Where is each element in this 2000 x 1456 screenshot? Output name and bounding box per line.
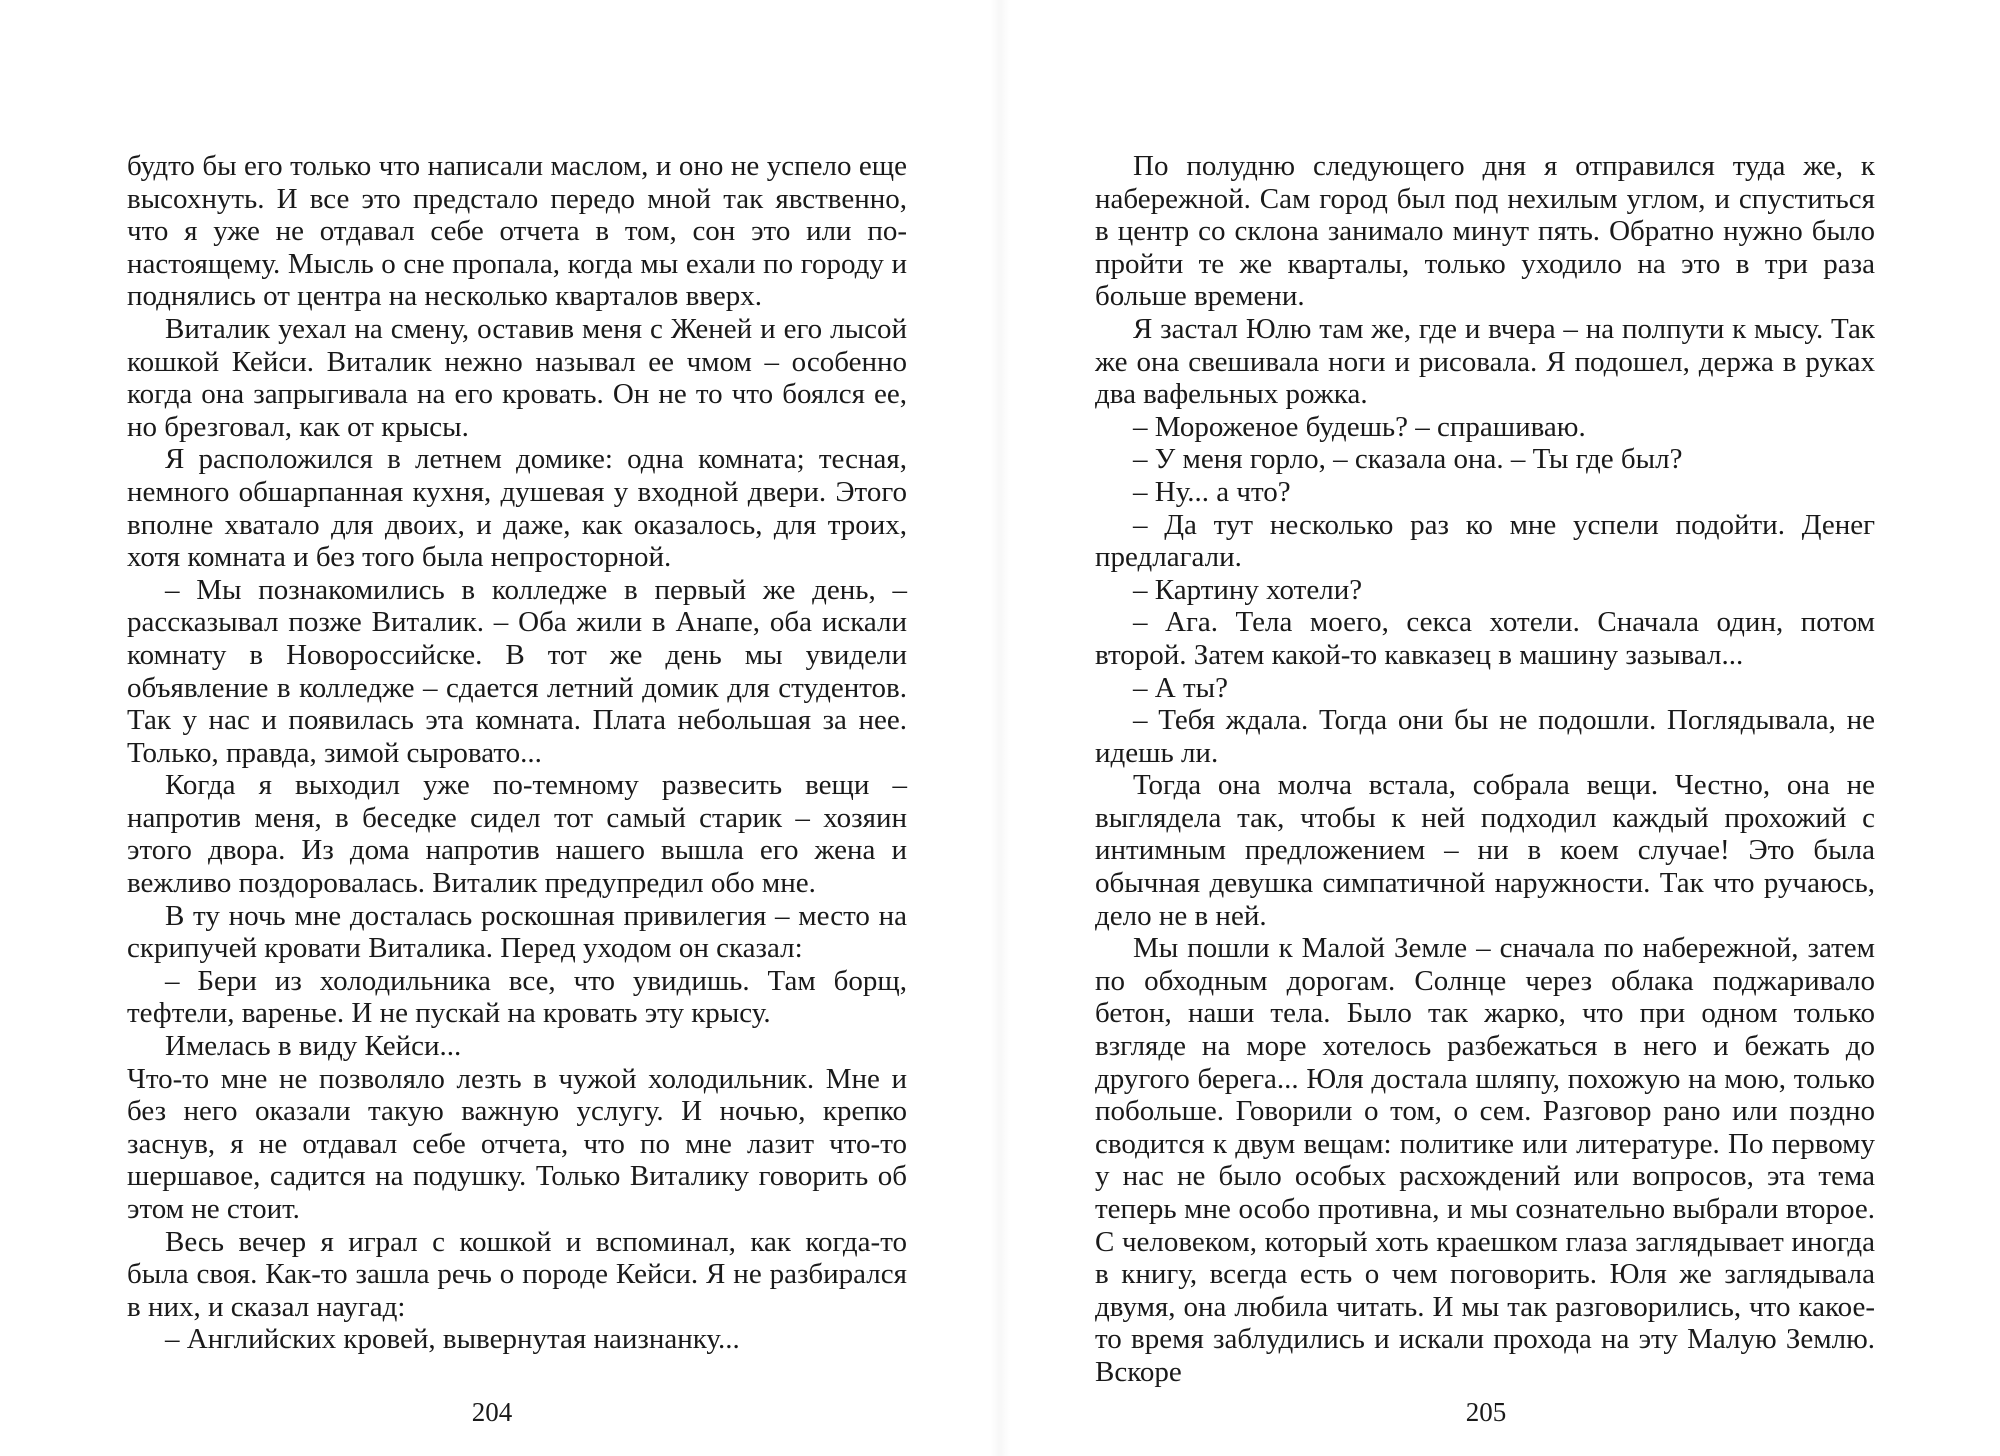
paragraph: – Тебя ждала. Тогда они бы не подошли. Поглядывала, не идешь ли. — [1095, 704, 1875, 769]
paragraph: – У меня горло, – сказала она. – Ты где был? — [1133, 443, 1683, 476]
paragraph: – Мороженое будешь? – спрашиваю. — [1133, 410, 1586, 443]
paragraph: – Да тут несколько раз ко мне успели подойти. Денег предлагали. — [1095, 508, 1875, 574]
paragraph: Я застал Юлю там же, где и вчера – на полпути к мысу. Так же она свешивала ноги и рисовала. Я подошел, держа в руках два вафельных рожка. — [1095, 312, 1875, 411]
page-number-left: 204 — [471, 1397, 513, 1427]
paragraph: будто бы его только что написали маслом, и оно не успело еще высохнуть. И все это предстало передо мной так явственно, что я уже не отдавал себе отчета в том, сон это или по-настоящему. Мысль о сне пропала, когда мы ехали по городу и поднялись от центра на несколько кварталов вверх. — [127, 150, 907, 313]
paragraph: Тогда она молча встала, собрала вещи. Честно, она не выглядела так, чтобы к ней подходил каждый прохожий с интимным предложением – ни в коем случае! Это была обычная девушка симпатичной наружности. Так что ручаюсь, дело не в ней. — [1095, 769, 1875, 932]
paragraph: Весь вечер я играл с кошкой и вспоминал, как когда-то была своя. Как-то зашла речь о породе Кейси. Я не разбирался в них, и сказал наугад: — [127, 1225, 907, 1323]
book-gutter — [990, 0, 1010, 1456]
paragraph: – Ну... а что? — [1133, 475, 1291, 508]
paragraph: Я расположился в летнем домике: одна комната; тесная, немного обшарпанная кухня, душевая у входной двери. Этого вполне хватало для двоих, и даже, как оказалось, для троих, хотя комната и без того была непросторной. — [127, 443, 907, 574]
paragraph: Когда я выходил уже по-темному развесить вещи – напротив меня, в беседке сидел тот самый старик – хозяин этого двора. Из дома напротив нашего вышла его жена и вежливо поздоровалась. Виталик предупредил обо мне. — [127, 769, 907, 900]
left-page — [127, 150, 907, 1356]
right-page — [1095, 150, 1875, 1389]
paragraph: В ту ночь мне досталась роскошная привилегия – место на скрипучей кровати Виталика. Перед уходом он сказал: — [127, 899, 907, 965]
paragraph: Мы пошли к Малой Земле – сначала по набережной, затем по обходным дорогам. Солнце через облака поджаривало бетон, наши тела. Было так жарко, что при одном только взгляде на море хотелось разбежаться в него и бежать до другого берега... Юля достала шляпу, похожую на мою, только побольше. Говорили о том, о сем. Разговор рано или поздно сводится к двум вещам: политике или литературе. По первому у нас не было особых расхождений или вопросов, эта тема теперь мне особо противна, и мы сознательно выбрали второе. С человеком, который хоть краешком глаза заглядывает иногда в книгу, всегда есть о чем поговорить. Юля же заглядывала двумя, она любила читать. И мы так разговорились, что какое-то время заблудились и искали прохода на эту Малую Землю. Вскоре — [1095, 932, 1875, 1388]
paragraph: – Английских кровей, вывернутая наизнанку... — [165, 1323, 740, 1356]
page-number-right: 205 — [1465, 1397, 1507, 1427]
paragraph: – Ага. Тела моего, секса хотели. Сначала один, потом второй. Затем какой-то кавказец в машину зазывал... — [1095, 606, 1875, 671]
paragraph: Что-то мне не позволяло лезть в чужой холодильник. Мне и без него оказали такую важную услугу. И ночью, крепко заснув, я не отдавал себе отчета, что по мне лазит что-то шершавое, садится на подушку. Только Виталику говорить об этом не стоит. — [127, 1062, 907, 1225]
paragraph: – А ты? — [1133, 671, 1228, 704]
paragraph: – Мы познакомились в колледже в первый же день, – рассказывал позже Виталик. – Оба жили в Анапе, оба искали комнату в Новороссийске. В тот же день мы увидели объявление в колледже – сдается летний домик для студентов. Так у нас и появилась эта комната. Плата небольшая за нее. Только, правда, зимой сыровато... — [127, 573, 907, 769]
paragraph: Виталик уехал на смену, оставив меня с Женей и его лысой кошкой Кейси. Виталик нежно называл ее чмом – особенно когда она запрыгивала на его кровать. Он не то что боялся ее, но брезговал, как от крысы. — [127, 312, 907, 443]
paragraph: – Бери из холодильника все, что увидишь. Там борщ, тефтели, варенье. И не пускай на кровать эту крысу. — [127, 964, 907, 1030]
paragraph: Имелась в виду Кейси... — [165, 1030, 462, 1063]
paragraph: По полудню следующего дня я отправился туда же, к набережной. Сам город был под нехилым углом, и спуститься в центр со склона занимало минут пять. Обратно нужно было пройти те же кварталы, только уходило на это в три раза больше времени. — [1095, 150, 1875, 313]
paragraph: – Картину хотели? — [1133, 573, 1363, 606]
